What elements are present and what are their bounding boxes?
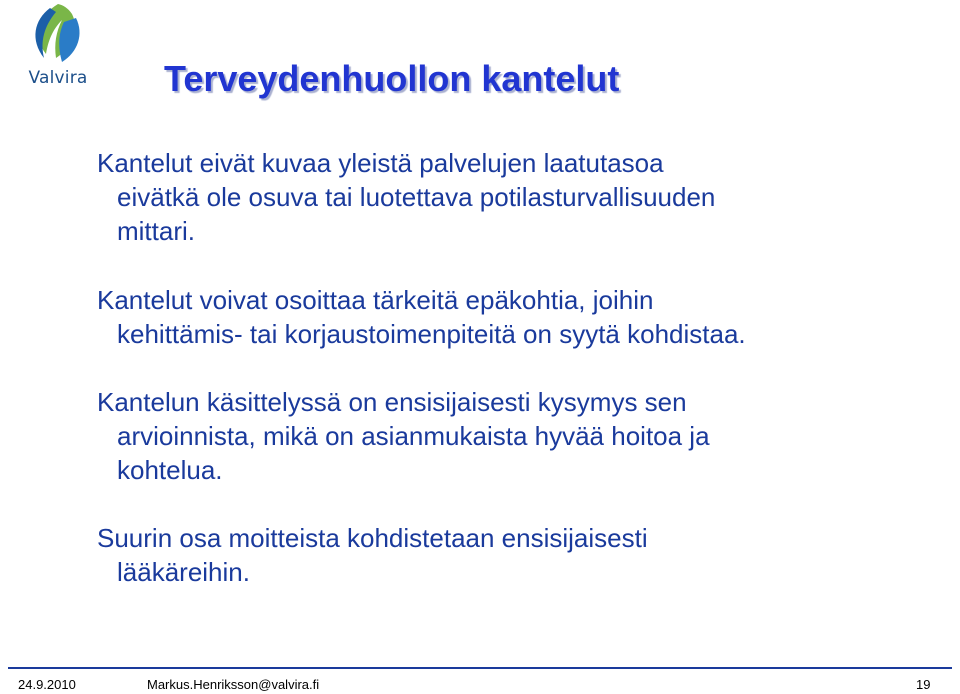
paragraph-line: Kantelut eivät kuvaa yleistä palvelujen laatutasoa: [97, 148, 664, 178]
paragraph-line: mittari.: [117, 216, 195, 246]
footer-page-number: 19: [916, 677, 931, 692]
logo-wordmark: Valvira: [28, 68, 88, 88]
paragraph-4: [97, 521, 648, 589]
paragraph-line: lääkäreihin.: [117, 557, 250, 587]
paragraph-line: Suurin osa moitteista kohdistetaan ensisijaisesti: [97, 523, 648, 553]
footer-date: 24.9.2010: [18, 677, 76, 692]
paragraph-1: [97, 146, 715, 248]
paragraph-line: Kantelut voivat osoittaa tärkeitä epäkohtia, joihin: [97, 285, 654, 315]
paragraph-line: arvioinnista, mikä on asianmukaista hyvää hoitoa ja: [117, 421, 710, 451]
slide-title: Terveydenhuollon kantelut: [164, 58, 620, 99]
paragraph-line: kohtelua.: [117, 455, 223, 485]
paragraph-3: [97, 385, 710, 487]
paragraph-line: Kantelun käsittelyssä on ensisijaisesti kysymys sen: [97, 387, 687, 417]
paragraph-line: eivätkä ole osuva tai luotettava potilasturvallisuuden: [117, 182, 716, 212]
footer-divider: [8, 667, 952, 669]
valvira-leaf-icon: [28, 2, 88, 66]
paragraph-line: kehittämis- tai korjaustoimenpiteitä on syytä kohdistaa.: [117, 319, 746, 349]
valvira-logo: [18, 2, 98, 94]
paragraph-2: [97, 283, 746, 351]
footer-email: Markus.Henriksson@valvira.fi: [147, 677, 320, 692]
